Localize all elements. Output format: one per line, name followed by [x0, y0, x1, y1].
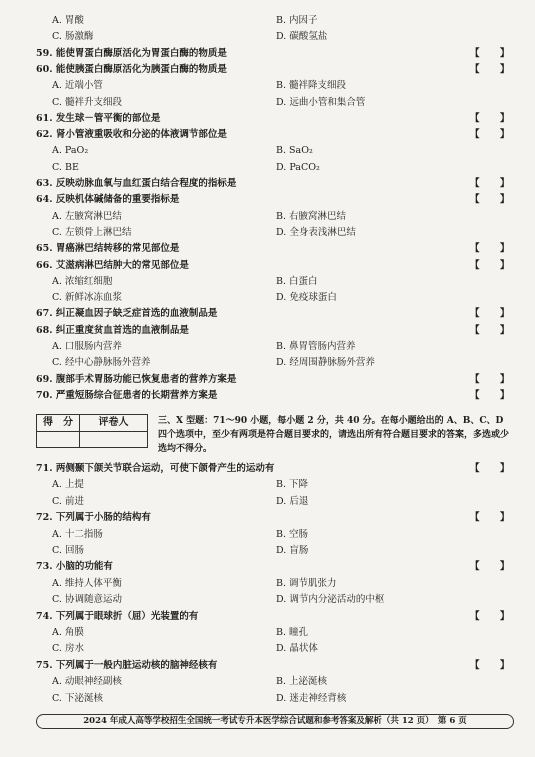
answer-bracket-left: 【	[470, 373, 480, 385]
option-right: B. 内因子	[276, 15, 318, 26]
option-left: A. 角膜	[52, 627, 84, 638]
answer-bracket-left: 【	[470, 512, 480, 524]
answer-bracket-left: 【	[470, 47, 480, 59]
option-right: D. 经周围静脉肠外营养	[276, 357, 375, 369]
option-left: C. BE	[52, 161, 79, 173]
option-right: B. 上泌涎核	[276, 676, 328, 688]
answer-bracket-left: 【	[470, 112, 480, 124]
option-row	[0, 624, 535, 641]
option-right: B. 空肠	[276, 528, 309, 540]
option-row	[0, 159, 535, 176]
question-text: 62. 肾小管液重吸收和分泌的体液调节部位是	[36, 129, 227, 141]
option-left: C. 前进	[52, 495, 84, 507]
question-row	[0, 61, 535, 78]
answer-bracket-right: 】	[500, 63, 510, 75]
answer-bracket-right: 】	[500, 308, 510, 320]
option-left: A. 近端小管	[52, 80, 103, 92]
option-row	[0, 273, 535, 290]
answer-bracket-left: 【	[470, 259, 480, 271]
question-row	[0, 460, 535, 477]
option-left: C. 下泌涎核	[52, 692, 103, 704]
score-divider	[79, 431, 80, 448]
option-row	[0, 476, 535, 493]
option-left: C. 协调随意运动	[52, 594, 122, 606]
option-left: A. 浓缩红细胞	[52, 275, 113, 287]
option-left: A. 口服肠内营养	[52, 341, 122, 352]
option-left: C. 左锁骨上淋巴结	[52, 226, 132, 238]
option-right: B. 调节肌张力	[276, 577, 337, 589]
option-right: B. 下降	[276, 479, 309, 491]
question-text: 75. 下列属于一般内脏运动核的脑神经核有	[36, 659, 218, 671]
question-row	[0, 387, 535, 404]
option-left: A. 动眼神经副核	[52, 676, 122, 688]
option-right: D. 晶状体	[276, 643, 318, 655]
question-row	[0, 305, 535, 322]
option-row	[0, 208, 535, 225]
option-right: D. 全身表浅淋巴结	[276, 226, 356, 238]
question-text: 70. 严重短肠综合征患者的长期营养方案是	[36, 389, 218, 401]
option-row	[0, 338, 535, 355]
answer-bracket-right: 】	[500, 463, 510, 474]
question-row	[0, 240, 535, 257]
option-right: B. 瞳孔	[276, 627, 309, 638]
question-text: 72. 下列属于小肠的结构有	[36, 512, 151, 524]
option-right: B. SaO₂	[276, 145, 313, 157]
option-right: D. PaCO₂	[276, 161, 320, 173]
question-text: 64. 反映机体碱储备的重要指标是	[36, 194, 180, 206]
score-box	[36, 414, 148, 448]
option-left: C. 房水	[52, 643, 84, 655]
option-left: A. 胃酸	[52, 15, 84, 26]
option-left: C. 经中心静脉肠外营养	[52, 357, 151, 369]
answer-bracket-left: 【	[470, 308, 480, 320]
option-row	[0, 640, 535, 657]
option-right: D. 后退	[276, 495, 309, 507]
answer-bracket-right: 】	[500, 373, 510, 385]
question-row	[0, 509, 535, 526]
question-row	[0, 191, 535, 208]
answer-bracket-right: 】	[500, 561, 510, 573]
answer-bracket-left: 【	[470, 610, 480, 622]
answer-bracket-left: 【	[470, 659, 480, 671]
question-text: 69. 腹部手术胃肠功能已恢复患者的营养方案是	[36, 373, 237, 385]
option-right: D. 盲肠	[276, 545, 309, 556]
option-left: A. 维持人体平衡	[52, 577, 122, 589]
option-row	[0, 142, 535, 159]
question-row	[0, 558, 535, 575]
answer-bracket-right: 】	[500, 112, 510, 124]
option-right: B. 鼻胃管肠内营养	[276, 341, 356, 352]
question-text: 67. 纠正凝血因子缺乏症首选的血液制品是	[36, 308, 218, 320]
question-text: 61. 发生球－管平衡的部位是	[36, 112, 161, 124]
option-right: B. 髓袢降支细段	[276, 80, 347, 92]
score-label: 得 分	[37, 415, 80, 432]
answer-bracket-right: 】	[500, 389, 510, 401]
option-row	[0, 224, 535, 241]
option-row	[0, 354, 535, 371]
question-row	[0, 608, 535, 625]
option-left: C. 回肠	[52, 545, 84, 556]
answer-bracket-right: 】	[500, 512, 510, 524]
grader-label: 评卷人	[79, 415, 148, 432]
option-row	[0, 526, 535, 543]
answer-bracket-right: 】	[500, 47, 510, 59]
option-row	[0, 575, 535, 592]
answer-bracket-left: 【	[470, 63, 480, 75]
option-row	[0, 12, 535, 29]
answer-bracket-right: 】	[500, 324, 510, 336]
answer-bracket-left: 【	[470, 129, 480, 141]
question-text: 68. 纠正重度贫血首选的血液制品是	[36, 324, 189, 336]
question-text: 65. 胃癌淋巴结转移的常见部位是	[36, 243, 180, 255]
question-row	[0, 175, 535, 192]
question-text: 59. 能使胃蛋白酶原活化为胃蛋白酶的物质是	[36, 47, 227, 59]
option-row	[0, 94, 535, 111]
option-right: D. 免疫球蛋白	[276, 292, 337, 304]
answer-bracket-right: 】	[500, 178, 510, 189]
option-left: C. 髓袢升支细段	[52, 96, 122, 108]
answer-bracket-right: 】	[500, 610, 510, 622]
question-row	[0, 371, 535, 388]
question-row	[0, 657, 535, 674]
question-text: 71. 两侧颞下颌关节联合运动，可使下颌骨产生的运动有	[36, 463, 275, 474]
option-right: B. 右腋窝淋巴结	[276, 210, 347, 222]
answer-bracket-right: 】	[500, 259, 510, 271]
option-row	[0, 289, 535, 306]
question-text: 66. 艾滋病淋巴结肿大的常见部位是	[36, 259, 189, 271]
option-left: A. 左腋窝淋巴结	[52, 210, 122, 222]
question-row	[0, 322, 535, 339]
question-row	[0, 126, 535, 143]
answer-bracket-left: 【	[470, 389, 480, 401]
question-text: 73. 小脑的功能有	[36, 561, 113, 573]
answer-bracket-left: 【	[470, 243, 480, 255]
question-text: 74. 下列属于眼球折（屈）光装置的有	[36, 610, 199, 622]
option-right: D. 远曲小管和集合管	[276, 96, 366, 108]
answer-bracket-right: 】	[500, 243, 510, 255]
option-row	[0, 28, 535, 45]
question-text: 63. 反映动脉血氧与血红蛋白结合程度的指标是	[36, 178, 237, 189]
option-left: A. PaO₂	[52, 145, 89, 157]
answer-bracket-left: 【	[470, 463, 480, 474]
question-row	[0, 110, 535, 127]
question-text: 60. 能使胰蛋白酶原活化为胰蛋白酶的物质是	[36, 63, 227, 75]
option-row	[0, 673, 535, 690]
option-right: D. 迷走神经背核	[276, 692, 347, 704]
option-left: A. 十二指肠	[52, 528, 103, 540]
option-left: A. 上提	[52, 479, 84, 491]
answer-bracket-right: 】	[500, 194, 510, 206]
section-instruction: 三、X 型题：71～90 小题，每小题 2 分，共 40 分。在每小题给出的 A、B、C、D 四个选项中，至少有两项是符合题目要求的，请选出所有符合题目要求的答案，多选或少选均不得分。	[158, 416, 510, 454]
option-left: C. 新鲜冰冻血浆	[52, 292, 122, 304]
option-row	[0, 591, 535, 608]
answer-bracket-left: 【	[470, 561, 480, 573]
question-row	[0, 257, 535, 274]
question-row	[0, 45, 535, 62]
option-right: B. 白蛋白	[276, 275, 318, 287]
option-row	[0, 493, 535, 510]
answer-bracket-left: 【	[470, 194, 480, 206]
option-right: D. 调节内分泌活动的中枢	[276, 594, 385, 606]
option-row	[0, 77, 535, 94]
option-row	[0, 542, 535, 559]
answer-bracket-left: 【	[470, 178, 480, 189]
option-row	[0, 690, 535, 707]
answer-bracket-left: 【	[470, 324, 480, 336]
option-right: D. 碳酸氢盐	[276, 31, 328, 43]
option-left: C. 肠激酶	[52, 31, 94, 43]
answer-bracket-right: 】	[500, 659, 510, 671]
page-footer: 2024 年成人高等学校招生全国统一考试专升本医学综合试题和参考答案及解析（共 12 页） 第 6 页	[36, 714, 514, 729]
answer-bracket-right: 】	[500, 129, 510, 141]
